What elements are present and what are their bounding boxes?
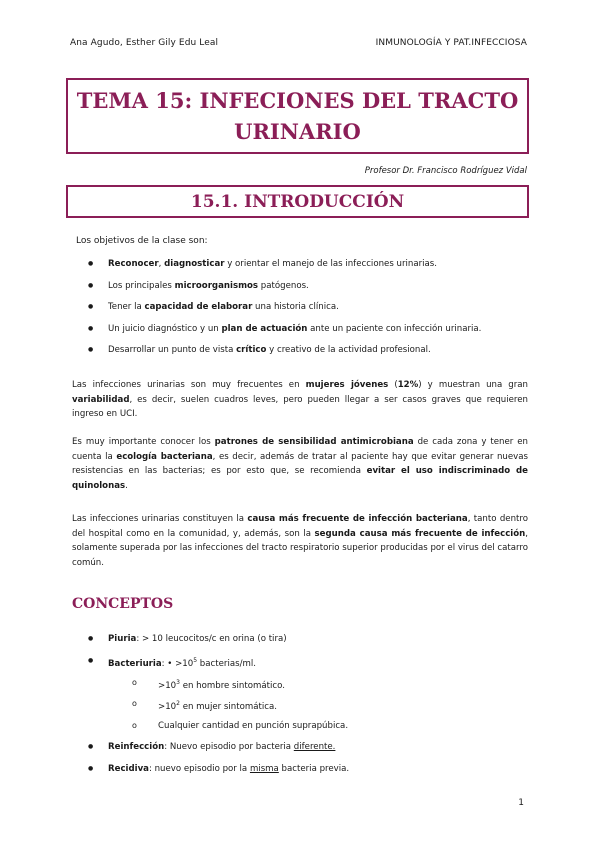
bacteriuria-sublist	[108, 677, 528, 742]
list-item: ● Los principales microorganismos patógenos.	[88, 280, 528, 302]
section-title: 15.1. INTRODUCCIÓN	[190, 191, 405, 212]
section-box	[66, 185, 529, 218]
sub-list-item: $o >10^2$ en mujer sintomática.	[128, 698, 528, 720]
list-item: ● Piuria: > 10 leucocitos/c en orina (o tira)	[88, 633, 528, 655]
concepts-heading: CONCEPTOS	[72, 596, 174, 612]
objectives-list	[88, 258, 528, 366]
sub-list-item: o Cualquier cantidad en punción suprapúbica.	[128, 720, 528, 742]
page-title	[77, 85, 519, 147]
list-item: ● Recidiva: nuevo episodio por la misma bacteria previa.	[88, 763, 528, 785]
sub-list-item: $o >10^3$ en hombre sintomático.	[128, 677, 528, 699]
list-item: ● Desarrollar un punto de vista crítico y creativo de la actividad profesional.	[88, 344, 528, 366]
page-number: 1	[518, 798, 524, 808]
list-item: ● Reinfección: Nuevo episodio por bacteria diferente.	[88, 741, 528, 763]
title-line-1: TEMA 15: INFECIONES DEL TRACTO	[76, 88, 519, 113]
list-item: ● Reconocer, diagnosticar y orientar el manejo de las infecciones urinarias.	[88, 258, 528, 280]
paragraph-frequency: Las infecciones urinarias son muy frecuentes en mujeres jóvenes (12%) y muestran una gran variabilidad, es decir, suelen cuadros leves, pero pueden llegar a ser casos graves que requieren ingreso en UCI.	[72, 380, 528, 419]
paragraph-cause: Las infecciones urinarias constituyen la causa más frecuente de infección bacteriana, tanto dentro del hospital como en la comunidad, y, además, son la segunda causa más frecuente de infección, solamente superada por las infecciones del tracto respiratorio superior producidas por el virus del catarro común.	[72, 514, 528, 568]
professor-name: Profesor Dr. Francisco Rodríguez Vidal	[364, 166, 527, 176]
list-item: ● Un juicio diagnóstico y un plan de actuación ante un paciente con infección urinaria.	[88, 323, 528, 345]
header-subject: INMUNOLOGÍA Y PAT.INFECCIOSA	[375, 38, 527, 48]
header-authors: Ana Agudo, Esther Gily Edu Leal	[70, 38, 219, 48]
concepts-list	[88, 633, 528, 785]
list-item: ● Bacteriuria: • $>10^5$ bacterias/ml. $o >10^3$ en hombre sintomático. $o >10^2$ en mujer sintomática. o Cualquier cantidad en punción suprapúbica.	[88, 655, 528, 741]
intro-text: Los objetivos de la clase son:	[76, 236, 208, 246]
list-item: ● Tener la capacidad de elaborar una historia clínica.	[88, 301, 528, 323]
title-line-2: URINARIO	[234, 119, 361, 144]
title-box	[66, 78, 529, 154]
paragraph-sensitivity: Es muy importante conocer los patrones de sensibilidad antimicrobiana de cada zona y tener en cuenta la ecología bacteriana, es decir, además de tratar al paciente hay que evitar generar nuevas resistencias en las bacterias; es por esto que, se recomienda evitar el uso indiscriminado de quinolonas.	[72, 437, 528, 491]
